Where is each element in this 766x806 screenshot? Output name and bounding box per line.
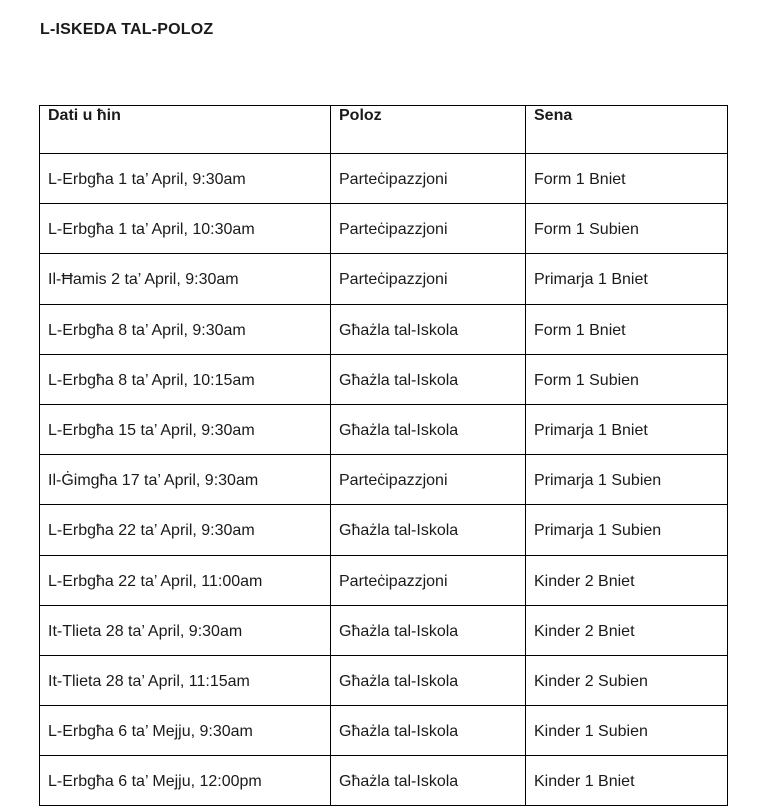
table-row — [40, 706, 728, 756]
sena-cell: Primarja 1 Subien — [526, 455, 728, 505]
table-row — [40, 605, 728, 655]
date-time-cell: L-Erbgħa 6 ta’ Mejju, 12:00pm — [40, 756, 331, 806]
sena-cell: Kinder 1 Subien — [526, 706, 728, 756]
date-time-cell: L-Erbgħa 8 ta’ April, 10:15am — [40, 354, 331, 404]
table-row — [40, 655, 728, 705]
poloz-cell: Għażla tal-Iskola — [331, 756, 526, 806]
date-time-cell: L-Erbgħa 1 ta’ April, 9:30am — [40, 154, 331, 204]
date-time-cell: It-Tlieta 28 ta’ April, 9:30am — [40, 605, 331, 655]
table-row — [40, 756, 728, 806]
poloz-cell: Parteċipazzjoni — [331, 455, 526, 505]
date-time-cell: L-Erbgħa 8 ta’ April, 9:30am — [40, 304, 331, 354]
poloz-cell: Parteċipazzjoni — [331, 254, 526, 304]
poloz-cell: Parteċipazzjoni — [331, 204, 526, 254]
table-row — [40, 154, 728, 204]
poloz-cell: Għażla tal-Iskola — [331, 706, 526, 756]
poloz-cell: Għażla tal-Iskola — [331, 404, 526, 454]
table-header-row — [40, 106, 728, 154]
date-time-cell: It-Tlieta 28 ta’ April, 11:15am — [40, 655, 331, 705]
sena-cell: Form 1 Bniet — [526, 154, 728, 204]
table-row — [40, 555, 728, 605]
poloz-cell: Parteċipazzjoni — [331, 154, 526, 204]
date-time-cell: L-Erbgħa 15 ta’ April, 9:30am — [40, 404, 331, 454]
sena-cell: Form 1 Bniet — [526, 304, 728, 354]
header-poloz: Poloz — [331, 106, 526, 154]
sena-cell: Kinder 2 Bniet — [526, 605, 728, 655]
header-sena: Sena — [526, 106, 728, 154]
sena-cell: Kinder 2 Bniet — [526, 555, 728, 605]
poloz-cell: Għażla tal-Iskola — [331, 354, 526, 404]
table-row — [40, 505, 728, 555]
poloz-cell: Parteċipazzjoni — [331, 555, 526, 605]
table-row — [40, 455, 728, 505]
sena-cell: Form 1 Subien — [526, 204, 728, 254]
date-time-cell: L-Erbgħa 22 ta’ April, 9:30am — [40, 505, 331, 555]
sena-cell: Form 1 Subien — [526, 354, 728, 404]
sena-cell: Primarja 1 Bniet — [526, 404, 728, 454]
table-row — [40, 254, 728, 304]
date-time-cell: L-Erbgħa 6 ta’ Mejju, 9:30am — [40, 706, 331, 756]
poloz-cell: Għażla tal-Iskola — [331, 505, 526, 555]
schedule-table — [39, 105, 728, 806]
date-time-cell: Il-Ġimgħa 17 ta’ April, 9:30am — [40, 455, 331, 505]
sena-cell: Kinder 1 Bniet — [526, 756, 728, 806]
table-row — [40, 304, 728, 354]
sena-cell: Primarja 1 Subien — [526, 505, 728, 555]
date-time-cell: L-Erbgħa 1 ta’ April, 10:30am — [40, 204, 331, 254]
table-row — [40, 204, 728, 254]
table-row — [40, 404, 728, 454]
poloz-cell: Għażla tal-Iskola — [331, 605, 526, 655]
poloz-cell: Għażla tal-Iskola — [331, 304, 526, 354]
sena-cell: Kinder 2 Subien — [526, 655, 728, 705]
document-title: L-ISKEDA TAL-POLOZ — [40, 21, 214, 38]
header-date-time: Dati u ħin — [40, 106, 331, 154]
table-body — [40, 154, 728, 806]
table-row — [40, 354, 728, 404]
sena-cell: Primarja 1 Bniet — [526, 254, 728, 304]
poloz-cell: Għażla tal-Iskola — [331, 655, 526, 705]
date-time-cell: Il-Ħamis 2 ta’ April, 9:30am — [40, 254, 331, 304]
date-time-cell: L-Erbgħa 22 ta’ April, 11:00am — [40, 555, 331, 605]
